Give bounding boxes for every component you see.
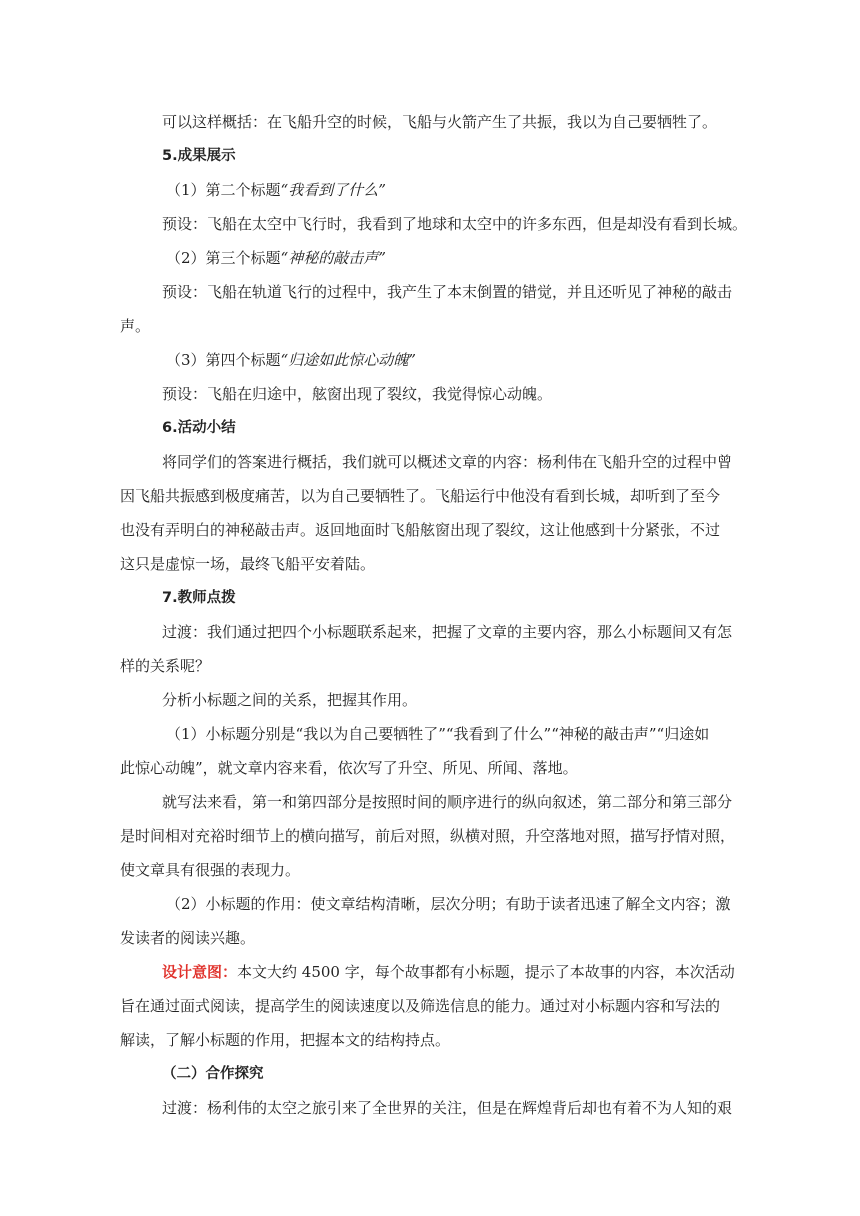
paragraph-line: 因飞船共振感到极度痛苦，以为自己要牺牲了。飞船运行中他没有看到长城，却听到了至今 xyxy=(120,487,721,505)
section-heading: （二）合作探究 xyxy=(162,1066,264,1082)
design-intent-label: 设计意图： xyxy=(162,963,238,981)
subtitle-quote: “神秘的敲击声” xyxy=(280,249,386,267)
paragraph-line xyxy=(166,248,386,268)
paragraph-line: 就写法来看，第一和第四部分是按照时间的顺序进行的纵向叙述，第二部分和第三部分 xyxy=(162,793,733,811)
paragraph-line: 解读，了解小标题的作用，把握本文的结构持点。 xyxy=(120,1031,451,1049)
paragraph-line: 旨在通过面式阅读，提高学生的阅读速度以及筛选信息的能力。通过对小标题内容和写法的 xyxy=(120,997,721,1015)
paragraph-line: （2）小标题的作用：使文章结构清晰，层次分明；有助于读者迅速了解全文内容；激 xyxy=(166,895,731,913)
subtitle-quote: “归途如此惊心动魄” xyxy=(280,351,416,369)
item-prefix: （2）第三个标题 xyxy=(166,249,281,267)
paragraph-line: 分析小标题之间的关系，把握其作用。 xyxy=(162,691,418,709)
paragraph-line: （1）小标题分别是“我以为自己要牺牲了”“我看到了什么”“神秘的敲击声”“归途如 xyxy=(166,725,710,743)
paragraph-line: 此惊心动魄”，就文章内容来看，依次写了升空、所见、所闻、落地。 xyxy=(120,759,578,777)
paragraph-line: 预设：飞船在归途中，舷窗出现了裂纹，我觉得惊心动魄。 xyxy=(162,385,553,403)
item-prefix: （3）第四个标题 xyxy=(166,351,281,369)
paragraph-line xyxy=(166,180,386,200)
paragraph-line: 是时间相对充裕时细节上的横向描写，前后对照，纵横对照，升空落地对照，描写抒情对照， xyxy=(120,827,736,845)
paragraph-line: 预设：飞船在轨道飞行的过程中，我产生了本末倒置的错觉，并且还听见了神秘的敲击 xyxy=(162,283,733,301)
section-heading: 7.教师点拨 xyxy=(162,590,236,606)
section-heading: 5.成果展示 xyxy=(162,148,236,164)
paragraph-line: 声。 xyxy=(120,317,151,335)
paragraph-line xyxy=(162,962,735,982)
paragraph-line: 发读者的阅读兴趣。 xyxy=(120,929,256,947)
paragraph-line: 将同学们的答案进行概括，我们就可以概述文章的内容：杨利伟在飞船升空的过程中曾 xyxy=(162,453,733,471)
paragraph-line: 也没有弄明白的神秘敲击声。返回地面时飞船舷窗出现了裂纹，这让他感到十分紧张，不过 xyxy=(120,521,721,539)
paragraph-line: 过渡：杨利伟的太空之旅引来了全世界的关注，但是在辉煌背后却也有着不为人知的艰 xyxy=(162,1099,733,1117)
subtitle-quote: “我看到了什么” xyxy=(280,181,386,199)
paragraph-line: 可以这样概括：在飞船升空的时候，飞船与火箭产生了共振，我以为自己要牺牲了。 xyxy=(162,113,718,131)
paragraph-line: 过渡：我们通过把四个小标题联系起来，把握了文章的主要内容，那么小标题间又有怎 xyxy=(162,623,733,641)
section-heading: 6.活动小结 xyxy=(162,420,236,436)
paragraph-line: 样的关系呢？ xyxy=(120,657,211,675)
design-intent-text: 本文大约 4500 字，每个故事都有小标题，提示了本故事的内容，本次活动 xyxy=(237,963,735,981)
paragraph-line xyxy=(166,350,416,370)
paragraph-line: 使文章具有很强的表现力。 xyxy=(120,861,301,879)
item-prefix: （1）第二个标题 xyxy=(166,181,281,199)
paragraph-line: 这只是虚惊一场，最终飞船平安着陆。 xyxy=(120,555,376,573)
paragraph-line: 预设：飞船在太空中飞行时，我看到了地球和太空中的许多东西，但是却没有看到长城。 xyxy=(162,215,748,233)
